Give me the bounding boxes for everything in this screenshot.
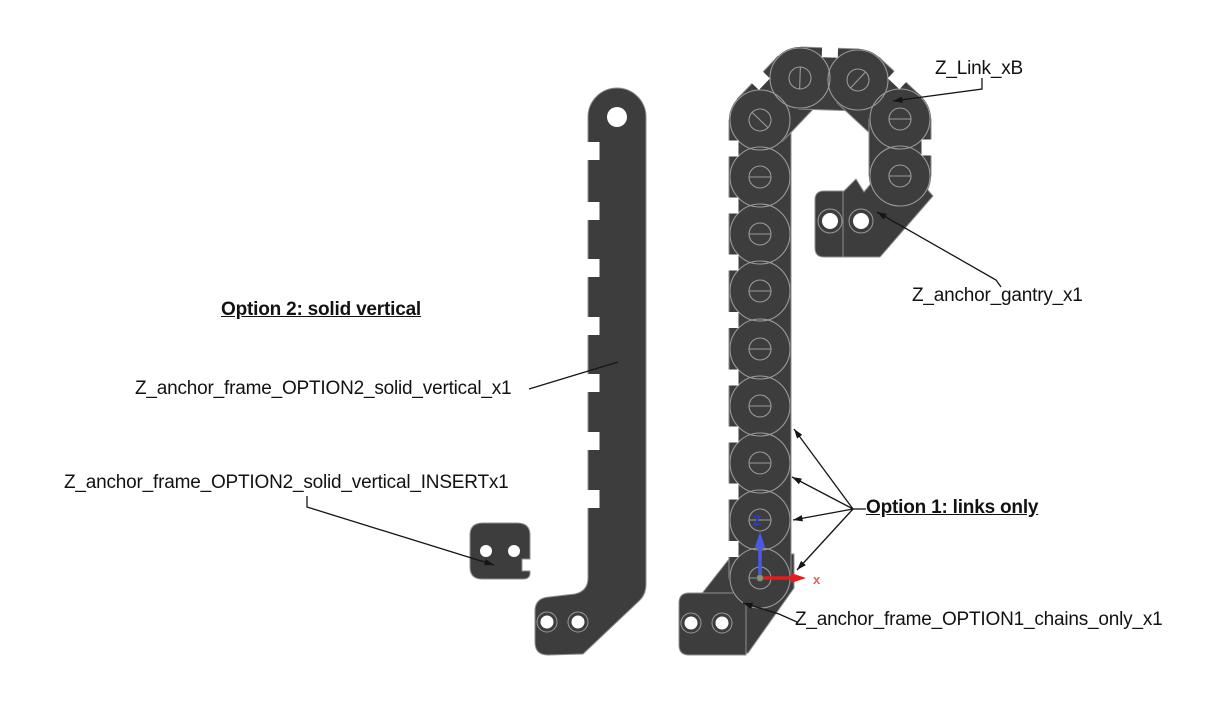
label-z-anchor-frame-option2: Z_anchor_frame_OPTION2_solid_vertical_x1 (135, 378, 512, 399)
leader-gantry (877, 212, 1001, 287)
chain-notch (728, 484, 739, 500)
label-z-anchor-frame-option1: Z_anchor_frame_OPTION1_chains_only_x1 (795, 609, 1163, 630)
mount-hole (822, 213, 838, 229)
mount-hole (685, 617, 698, 630)
leader-option1-a (794, 429, 853, 509)
bar-notch (586, 490, 600, 508)
option2-bar-part (535, 88, 646, 655)
leader-arrowhead (794, 429, 802, 439)
bar-notch (586, 259, 600, 277)
mount-hole (572, 616, 585, 629)
label-z-anchor-gantry: Z_anchor_gantry_x1 (912, 285, 1083, 306)
heading-option2: Option 2: solid vertical (221, 299, 422, 320)
option2-insert-part (470, 523, 530, 579)
leader-arrowhead (792, 477, 802, 484)
bar-notch (586, 374, 600, 392)
mount-hole (480, 545, 492, 557)
leader-arrowhead (793, 515, 803, 521)
origin-point (757, 575, 764, 582)
chain-notch (728, 255, 739, 271)
mount-hole (607, 107, 627, 127)
mount-hole (716, 617, 729, 630)
mount-hole (508, 545, 520, 557)
chain-notch (922, 140, 933, 156)
chain-notch (728, 312, 739, 328)
chain-notch (728, 141, 739, 157)
chain-notch (822, 46, 838, 58)
chain-notch (728, 198, 739, 214)
chain-notch (728, 427, 739, 443)
leader-option1-b (792, 477, 853, 509)
chain-notch (728, 370, 739, 386)
mount-hole (541, 616, 554, 629)
bar-notch (586, 202, 600, 220)
leader-option2-insert (307, 496, 494, 565)
heading-option1: Option 1: links only (866, 497, 1039, 518)
chain-notch (728, 541, 739, 557)
mount-hole (853, 213, 869, 229)
z-axis-arrow-label: Z (753, 513, 761, 528)
x-axis-arrow-label: x (813, 572, 821, 587)
label-z-anchor-frame-option2-insert: Z_anchor_frame_OPTION2_solid_vertical_INSERTx1 (64, 472, 509, 493)
label-z-link: Z_Link_xB (935, 58, 1023, 79)
bar-notch (586, 317, 600, 335)
bar-notch (586, 432, 600, 450)
bar-notch (586, 142, 600, 160)
